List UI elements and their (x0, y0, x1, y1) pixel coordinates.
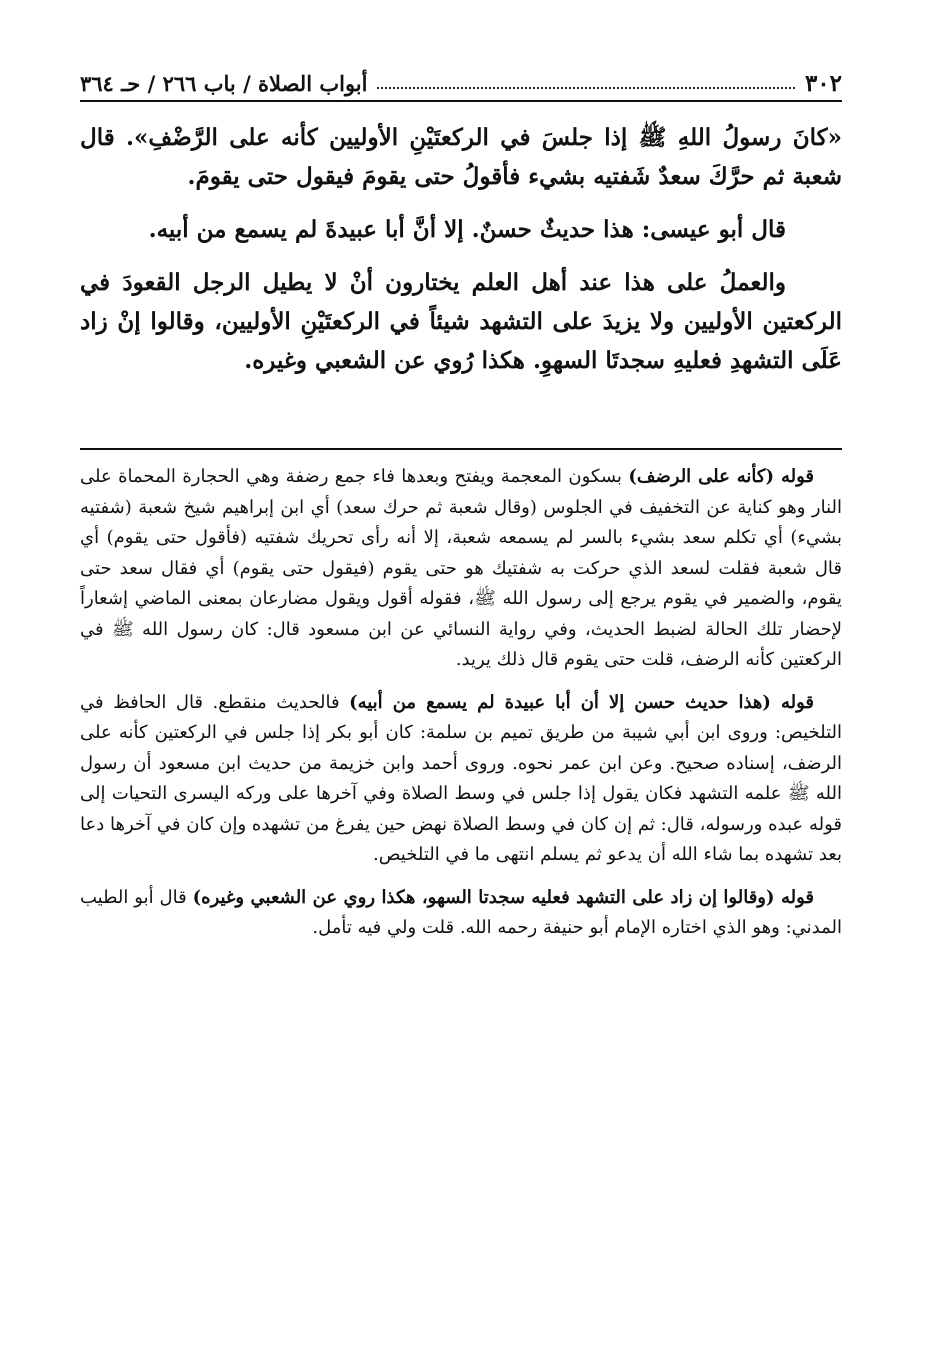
commentary-note (80, 462, 842, 676)
commentary-note (80, 883, 842, 944)
main-paragraph-hadith: «كانَ رسولُ اللهِ ﷺ إذا جلسَ في الركعتَيْنِ الأوليين كأنه على الرَّضْفِ». قال شعبة ثم حرَّكَ سعدٌ شَفتيه بشيء فأقولُ حتى يقومَ فيقول حتى يقومَ. (80, 124, 842, 190)
note-lead: قوله (كأنه على الرضف) (628, 466, 814, 487)
footnote-divider (80, 448, 842, 450)
header-dot-leader (377, 77, 794, 89)
note-body: قال أبو الطيب المدني: وهو الذي اختاره الإمام أبو حنيفة رحمه الله. قلت ولي فيه تأمل. (80, 886, 842, 938)
main-text (80, 118, 842, 394)
main-paragraph-practice: والعملُ على هذا عند أهل العلم يختارون أنْ لا يطيل الرجل القعودَ في الركعتين الأوليين ولا يزيدَ على التشهد شيئاً في الركعتَيْنِ الأوليين، وقالوا إنْ زاد عَلَى التشهدِ فعليهِ سجدتَا السهوِ. هكذا رُوي عن الشعبي وغيره. (80, 269, 842, 374)
note-body: بسكون المعجمة ويفتح وبعدها فاء جمع رضفة وهي الحجارة المحماة على النار وهو كناية عن التخفيف في الجلوس (وقال شعبة ثم حرك سعد) أي ابن إبراهيم شيخ شعبة (شفتيه بشيء) أي تكلم سعد بشيء بالسر لم يسمعه شعبة، إلا أنه رأى تحريك شفتيه (فأقول حتى يقوم) أي قال شعبة فقلت لسعد الذي حركت به شفتيك هو حتى يقوم (فيقول حتى يقوم) أي فقال سعد حتى يقوم، والضمير في يقوم يرجع إلى رسول الله ﷺ، فقوله أقول ويقول مضارعان بمعنى الماضي إشعاراً لإحضار تلك الحالة لضبط الحديث، وفي رواية النسائي عن ابن مسعود قال: كان رسول الله ﷺ في الركعتين كأنه الرضف، قلت حتى يقوم قال ذلك يريد. (80, 466, 842, 670)
note-lead: قوله (وقالوا إن زاد على التشهد فعليه سجدتا السهو، هكذا روي عن الشعبي وغيره) (192, 886, 815, 908)
note-body: فالحديث منقطع. قال الحافظ في التلخيص: وروى ابن أبي شيبة من طريق تميم بن سلمة: كان أبو بكر إذا جلس في الركعتين كأنه على الرضف، إسناده صحيح. وعن ابن عمر نحوه. وروى أحمد وابن خزيمة من حديث ابن مسعود أن رسول الله ﷺ علمه التشهد فكان يقول إذا جلس في وسط الصلاة وفي آخرها على وركه اليسرى التحيات إلى قوله عبده ورسوله، قال: ثم إن كان في وسط الصلاة نهض حين يفرغ من تشهده وإن كان في آخرها دعا بعد تشهده بما شاء الله أن يدعو ثم يسلم انتهى ما في التلخيص. (80, 691, 842, 865)
page-header (80, 66, 842, 102)
commentary-notes (80, 462, 842, 956)
commentary-note (80, 688, 842, 871)
running-title: أبواب الصلاة / باب ٢٦٦ / حـ ٣٦٤ (80, 70, 368, 96)
page-number: ٣٠٢ (804, 69, 842, 97)
note-lead: قوله (هذا حديث حسن إلا أن أبا عبيدة لم يسمع من أبيه) (349, 691, 814, 713)
main-paragraph-grading: قال أبو عيسى: هذا حديثٌ حسنٌ. إلا أنَّ أبا عبيدةَ لم يسمع من أبيه. (148, 216, 786, 243)
